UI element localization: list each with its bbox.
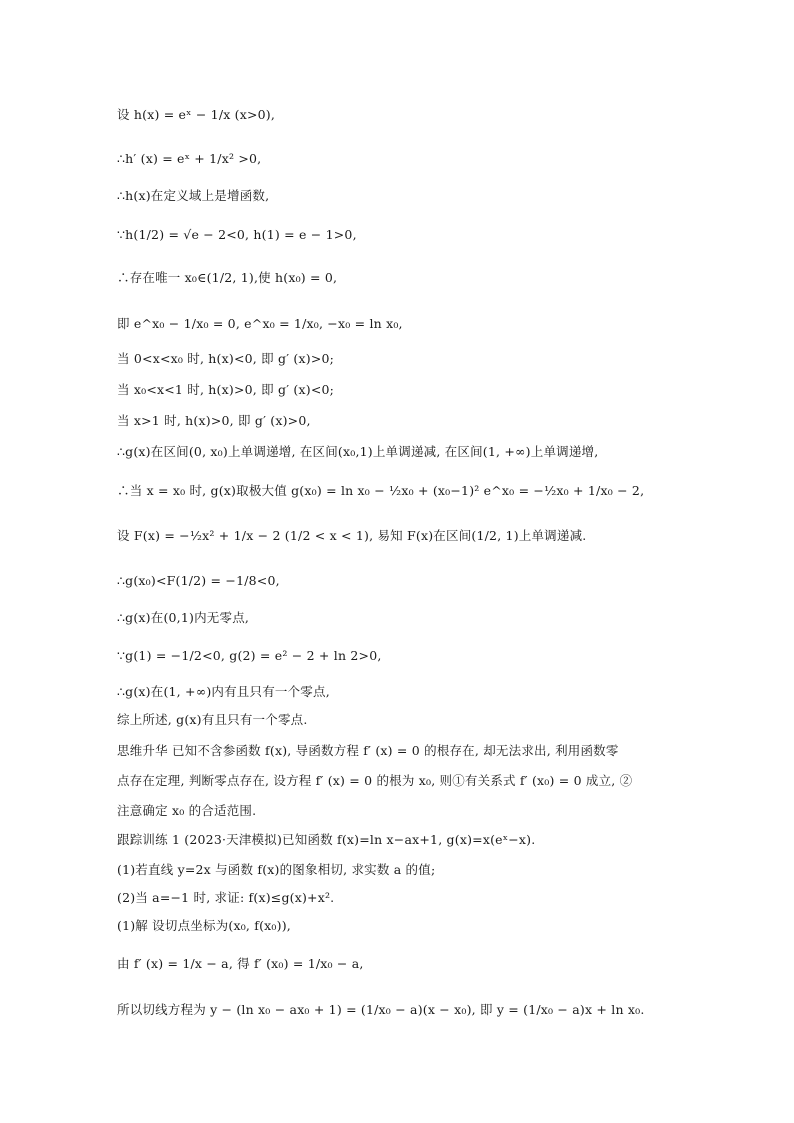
text-line: ∴h(x)在定义域上是增函数, (117, 188, 270, 203)
text-line: (2)当 a=−1 时, 求证: f(x)≤g(x)+x². (117, 890, 335, 905)
text-line: 当 0<x<x₀ 时, h(x)<0, 即 g′ (x)>0; (117, 351, 335, 366)
text-line: ∴g(x)在区间(0, x₀)上单调递增, 在区间(x₀,1)上单调递减, 在区间(1, +∞)上单调递增, (117, 444, 599, 459)
text-line: 设 h(x) = eˣ − 1/x (x>0), (117, 107, 276, 122)
text-line: 当 x₀<x<1 时, h(x)>0, 即 g′ (x)<0; (117, 382, 335, 397)
text-line: ∴h′ (x) = eˣ + 1/x² >0, (117, 151, 262, 166)
text-line: 当 x>1 时, h(x)>0, 即 g′ (x)>0, (117, 413, 311, 428)
text-line: ∴当 x = x₀ 时, g(x)取极大值 g(x₀) = ln x₀ − ½x₀ + (x₀−1)² e^x₀ = −½x₀ + 1/x₀ − 2, (117, 483, 645, 498)
text-line: (1)解 设切点坐标为(x₀, f(x₀)), (117, 918, 291, 933)
text-line: 思维升华 已知不含参函数 f(x), 导函数方程 f′ (x) = 0 的根存在, 却无法求出, 利用函数零 (117, 743, 619, 758)
text-line: ∴g(x)在(1, +∞)内有且只有一个零点, (117, 684, 330, 699)
text-line: ∴g(x₀)<F(1/2) = −1/8<0, (117, 573, 280, 588)
text-line: 跟踪训练 1 (2023·天津模拟)已知函数 f(x)=ln x−ax+1, g(x)=x(eˣ−x). (117, 832, 536, 847)
text-line: ∵h(1/2) = √e − 2<0, h(1) = e − 1>0, (117, 227, 357, 242)
text-line: ∵g(1) = −1/2<0, g(2) = e² − 2 + ln 2>0, (117, 648, 382, 663)
text-line: 由 f′ (x) = 1/x − a, 得 f′ (x₀) = 1/x₀ − a, (117, 956, 364, 971)
text-line: 注意确定 x₀ 的合适范围. (117, 803, 257, 818)
text-line: ∴g(x)在(0,1)内无零点, (117, 610, 250, 625)
text-line: 点存在定理, 判断零点存在, 设方程 f′ (x) = 0 的根为 x₀, 则①有关系式 f′ (x₀) = 0 成立, ② (117, 773, 633, 788)
text-line: 即 e^x₀ − 1/x₀ = 0, e^x₀ = 1/x₀, −x₀ = ln x₀, (117, 316, 403, 331)
text-line: 设 F(x) = −½x² + 1/x − 2 (1/2 < x < 1), 易知 F(x)在区间(1/2, 1)上单调递减. (117, 528, 587, 543)
text-line: 综上所述, g(x)有且只有一个零点. (117, 712, 308, 727)
text-line: 所以切线方程为 y − (ln x₀ − ax₀ + 1) = (1/x₀ − a)(x − x₀), 即 y = (1/x₀ − a)x + ln x₀. (117, 1002, 645, 1017)
text-line: ∴存在唯一 x₀∈(1/2, 1),使 h(x₀) = 0, (117, 270, 338, 285)
text-line: (1)若直线 y=2x 与函数 f(x)的图象相切, 求实数 a 的值; (117, 862, 436, 877)
